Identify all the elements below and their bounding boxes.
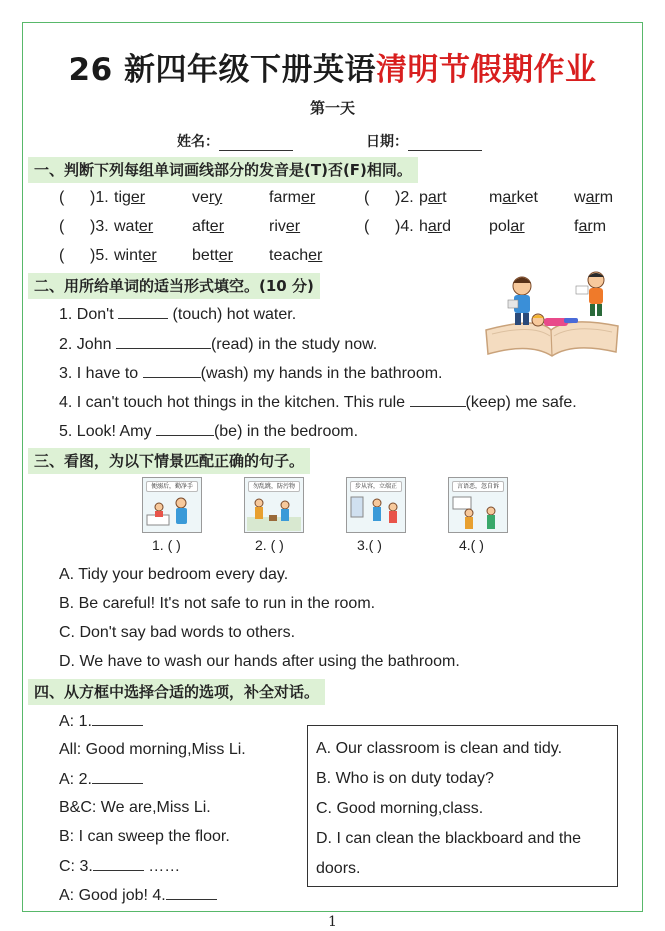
scene-answer-2[interactable]: 2. ( ) (255, 537, 284, 553)
washing-hands-drawing (143, 493, 201, 533)
answer-paren[interactable]: ( (59, 218, 65, 235)
word-start: f (574, 218, 579, 235)
box-option-d: D. I can clean the blackboard and the (316, 830, 582, 847)
box-option-c: C. Good morning,class. (316, 800, 484, 817)
page-title (0, 44, 665, 89)
word-underlined-part: ar (578, 218, 593, 235)
word-start: wat (114, 218, 139, 235)
phonics-word (192, 188, 222, 208)
answer-paren[interactable]: ( (59, 189, 65, 206)
word-start: riv (269, 218, 286, 235)
word-underlined-part: ar (585, 189, 600, 206)
dialogue-line (59, 740, 246, 760)
item-prefix: 1. Don't (59, 306, 119, 323)
box-option-d-cont: doors. (316, 860, 361, 877)
phonics-word (269, 188, 315, 208)
word-start: ti (114, 189, 122, 206)
dialogue-ellipsis: …… (143, 858, 181, 875)
phonics-word (419, 217, 451, 237)
section2-heading: 二、用所给单词的适当形式填空。(10 分) (28, 273, 320, 299)
scene-picture-1 (142, 477, 202, 533)
item-suffix: (read) in the study now. (210, 336, 378, 353)
kids-reading-illustration (478, 268, 624, 368)
dialogue-text: A: Good job! 4. (59, 887, 166, 904)
question-number: )2. (395, 189, 414, 206)
section1-heading: 一、判断下列每组单词画线部分的发音是(T)否(F)相同。 (28, 157, 418, 183)
fill-blank-item (59, 392, 577, 413)
walking-drawing (347, 493, 405, 533)
date-field (366, 131, 482, 151)
word-start: aft (192, 218, 210, 235)
fill-blank-item (59, 421, 358, 442)
scene-answer-3[interactable]: 3.( ) (357, 537, 382, 553)
option-b: B. Be careful! It's not safe to run in the room. (59, 595, 376, 612)
name-label: 姓名： (177, 134, 219, 150)
option-c: C. Don't say bad words to others. (59, 624, 296, 641)
dialogue-line (59, 885, 217, 906)
dialogue-text: All: Good morning,Miss Li. (59, 741, 246, 758)
box-option-b: B. Who is on duty today? (316, 770, 494, 787)
dialogue-text: B&C: We are,Miss Li. (59, 799, 211, 816)
item-suffix: (wash) my hands in the bathroom. (200, 365, 443, 382)
scene-picture-3 (346, 477, 406, 533)
option-d: D. We have to wash our hands after using the bathroom. (59, 653, 460, 670)
phonics-word (489, 188, 538, 208)
word-underlined-part: ar (510, 218, 525, 235)
dialogue-text: C: 3. (59, 858, 93, 875)
name-blank[interactable] (219, 137, 293, 151)
answer-blank[interactable] (410, 392, 466, 407)
word-start: w (574, 189, 586, 206)
word-underlined-part: ger (122, 189, 146, 206)
phonics-word (419, 188, 447, 208)
scene-caption-1: 便溺后，勤净手 (146, 481, 198, 492)
date-label: 日期： (366, 134, 408, 150)
option-box (307, 725, 618, 887)
dialogue-text: A: 2. (59, 771, 92, 788)
scene-answer-4[interactable]: 4.( ) (459, 537, 484, 553)
section3-heading: 三、看图，为以下情景匹配正确的句子。 (28, 448, 310, 474)
dialogue-text: B: I can sweep the floor. (59, 828, 230, 845)
answer-blank[interactable] (118, 304, 168, 319)
talking-drawing (449, 493, 507, 533)
answer-paren[interactable]: ( (59, 247, 65, 264)
scene-caption-2: 勿乱跳，防污物 (248, 481, 300, 492)
item-prefix: 3. I have to (59, 365, 143, 382)
dialogue-line (59, 827, 230, 847)
dialogue-text: A: 1. (59, 713, 92, 730)
answer-paren[interactable]: ( (364, 218, 370, 235)
scene-caption-4: 言语恶，忽自诉 (452, 481, 504, 492)
dialogue-blank[interactable] (93, 856, 144, 871)
dialogue-line (59, 798, 211, 818)
word-start: h (419, 218, 428, 235)
box-option-a: A. Our classroom is clean and tidy. (316, 740, 563, 757)
phonics-word (114, 246, 157, 266)
word-start: wint (114, 247, 143, 264)
word-start: m (489, 189, 503, 206)
answer-blank[interactable] (143, 363, 201, 378)
dialogue-line (59, 856, 180, 877)
scene-picture-2 (244, 477, 304, 533)
phonics-word (574, 188, 613, 208)
scene-caption-3: 步从容，立端正 (350, 481, 402, 492)
word-start: farm (269, 189, 301, 206)
word-end: ket (516, 189, 538, 206)
word-start: ve (192, 189, 209, 206)
word-underlined-part: ry (208, 189, 223, 206)
word-underlined-part: er (285, 218, 301, 235)
word-underlined-part: er (218, 247, 233, 264)
word-underlined-part: er (209, 218, 225, 235)
phonics-word (192, 246, 233, 266)
phonics-word (269, 217, 300, 237)
answer-paren[interactable]: ( (364, 189, 370, 206)
word-underlined-part: er (142, 247, 157, 264)
word-start: bett (192, 247, 219, 264)
dialogue-blank[interactable] (92, 769, 143, 784)
dialogue-line (59, 711, 143, 732)
dialogue-blank[interactable] (92, 711, 143, 726)
question-number: )5. (90, 247, 109, 264)
item-suffix: (keep) me safe. (465, 394, 577, 411)
phonics-word (192, 217, 224, 237)
item-prefix: 2. John (59, 336, 116, 353)
item-prefix: 5. Look! Amy (59, 423, 156, 440)
room-play-drawing (245, 493, 303, 533)
dialogue-blank[interactable] (166, 885, 217, 900)
word-underlined-part: er (308, 247, 323, 264)
word-end: t (442, 189, 447, 206)
section4-heading: 四、从方框中选择合适的选项，补全对话。 (28, 679, 325, 705)
phonics-word (114, 188, 145, 208)
question-number: )1. (90, 189, 109, 206)
answer-blank[interactable] (156, 421, 214, 436)
word-underlined-part: ar (502, 189, 517, 206)
phonics-word (574, 217, 606, 237)
word-underlined-part: er (138, 218, 154, 235)
title-black-part: 26 新四年级下册英语 (68, 52, 376, 88)
word-underlined-part: er (301, 189, 316, 206)
word-end: m (592, 218, 607, 235)
word-start: p (419, 189, 428, 206)
answer-blank[interactable] (116, 334, 211, 349)
fill-blank-item (59, 363, 443, 384)
word-end: m (599, 189, 614, 206)
scene-answer-1[interactable]: 1. ( ) (152, 537, 181, 553)
dialogue-line (59, 769, 143, 790)
item-suffix: (be) in the bedroom. (213, 423, 359, 440)
word-underlined-part: ar (427, 218, 443, 235)
word-end: d (442, 218, 452, 235)
fill-blank-item (59, 304, 296, 325)
question-number: )4. (395, 218, 414, 235)
question-number: )3. (90, 218, 109, 235)
phonics-word (269, 246, 322, 266)
date-blank[interactable] (408, 137, 482, 151)
phonics-word (114, 217, 153, 237)
day-heading: 第一天 (309, 99, 355, 117)
page-number: 1 (328, 914, 337, 930)
option-a: A. Tidy your bedroom every day. (59, 566, 289, 583)
fill-blank-item (59, 334, 377, 355)
word-start: pol (489, 218, 511, 235)
word-start: teach (269, 247, 309, 264)
scene-picture-4 (448, 477, 508, 533)
word-underlined-part: ar (427, 189, 443, 206)
title-red-part: 清明节假期作业 (375, 52, 597, 88)
item-prefix: 4. I can't touch hot things in the kitchen. This rule (59, 394, 410, 411)
name-field (177, 131, 293, 151)
item-suffix: (touch) hot water. (168, 306, 297, 323)
phonics-word (489, 217, 525, 237)
